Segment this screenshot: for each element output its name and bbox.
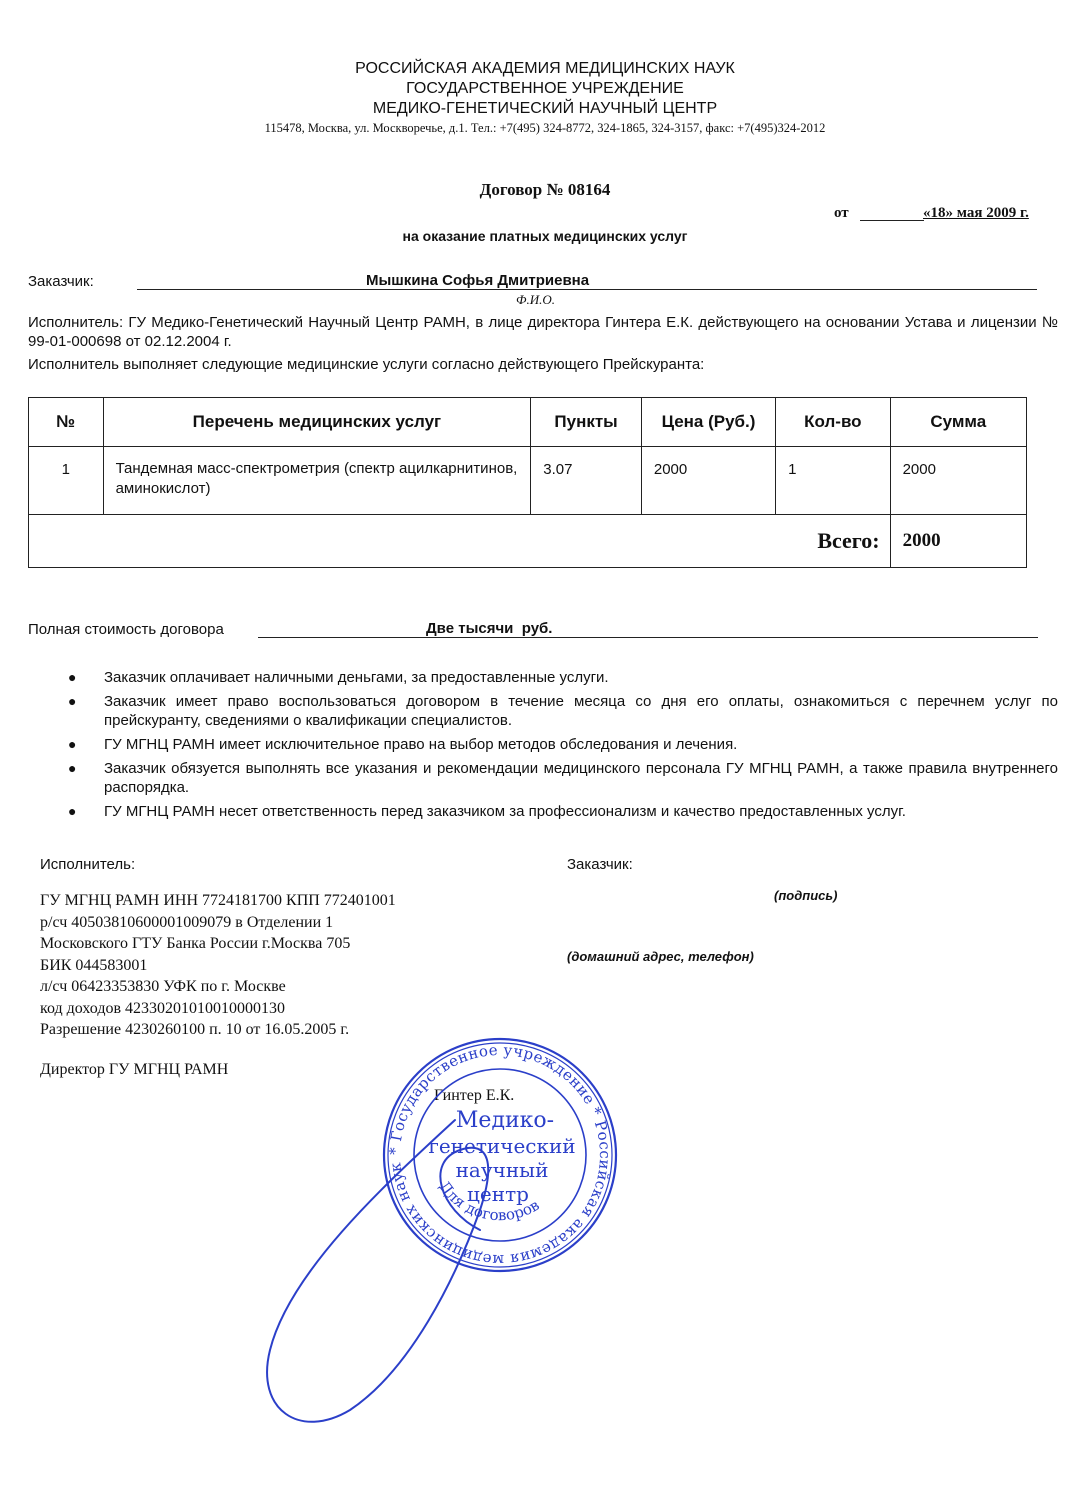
table-total-row: [29, 515, 1027, 568]
customer-sign-label: Заказчик:: [567, 856, 633, 873]
list-item: [28, 735, 1058, 754]
terms-list: [28, 668, 1058, 826]
contract-subtitle: на оказание платных медицинских услуг: [402, 228, 688, 244]
executor-line: р/сч 40503810600001009079 в Отделении 1: [40, 913, 334, 931]
contract-date: «18» мая 2009 г.: [923, 205, 1029, 221]
services-note: Исполнитель выполняет следующие медицинские услуги согласно действующего Прейскуранта:: [28, 356, 705, 373]
signature-caption: (подпись): [774, 888, 838, 903]
executor-line: Разрешение 4230260100 п. 10 от 16.05.2005 г.: [40, 1021, 350, 1038]
executor-intro: Исполнитель: ГУ Медико-Генетический Научный Центр РАМН, в лице директора Гинтера Е.К. действующего на основании Устава и лицензии № 99-01-000698 от 02.12.2004 г.: [28, 314, 1058, 350]
bullet-icon: ●: [68, 693, 77, 709]
cell-qty: 1: [776, 447, 890, 515]
stamp-center-line: генетический: [428, 1134, 576, 1158]
customer-name-caption: Ф.И.О.: [516, 292, 555, 307]
col-header-num: №: [29, 398, 104, 447]
address-caption: (домашний адрес, телефон): [567, 949, 754, 964]
org-address: 115478, Москва, ул. Москворечье, д.1. Тел.: +7(495) 324-8772, 324-1865, 324-3157, факс: +7(495)324-2012: [264, 121, 826, 135]
org-type: ГОСУДАРСТВЕННОЕ УЧРЕЖДЕНИЕ: [406, 80, 684, 97]
cell-points: 3.07: [531, 447, 642, 515]
stamp-center-line: научный: [455, 1158, 549, 1182]
col-header-sum: Сумма: [890, 398, 1026, 447]
director-label: Директор ГУ МГНЦ РАМН: [40, 1061, 229, 1078]
org-name: МЕДИКО-ГЕНЕТИЧЕСКИЙ НАУЧНЫЙ ЦЕНТР: [372, 100, 718, 117]
services-table: [28, 397, 1027, 568]
list-item: [28, 668, 1058, 687]
total-label: Всего:: [29, 515, 891, 568]
executor-line: код доходов 42330201010010000130: [40, 999, 286, 1017]
full-cost-line: [258, 637, 1038, 638]
stamp-ring-text: * Государственное учреждение * Российская академия медицинских наук: [385, 1040, 615, 1270]
contract-title: Договор № 08164: [479, 180, 611, 199]
cell-service: Тандемная масс-спектрометрия (спектр ацилкарнитинов, аминокислот): [103, 447, 531, 515]
bullet-icon: ●: [68, 803, 77, 819]
executor-line: л/сч 06423353830 УФК по г. Москве: [40, 978, 286, 995]
executor-line: Московского ГТУ Банка России г.Москва 705: [40, 935, 351, 952]
full-cost-label: Полная стоимость договора: [28, 621, 224, 638]
col-header-service: Перечень медицинских услуг: [103, 398, 531, 447]
table-header-row: [29, 398, 1027, 447]
org-academy: РОССИЙСКАЯ АКАДЕМИЯ МЕДИЦИНСКИХ НАУК: [355, 60, 735, 77]
full-cost-value: Две тысячи руб.: [426, 620, 553, 637]
list-item: [28, 759, 1058, 797]
cell-num: 1: [29, 447, 104, 515]
term-text: ГУ МГНЦ РАМН несет ответственность перед заказчиком за профессионализм и качество предоставленных услуг.: [104, 803, 906, 820]
term-text: Заказчик имеет право воспользоваться договором в течение месяца со дня его оплаты, ознакомиться с перечнем услуг по прейскуранту, сведениями о квалификации специалистов.: [104, 693, 1058, 729]
cell-price: 2000: [641, 447, 775, 515]
executor-line: БИК 044583001: [40, 956, 148, 974]
executor-label: Исполнитель:: [40, 856, 136, 873]
director-name: Гинтер Е.К.: [434, 1087, 515, 1104]
bullet-icon: ●: [68, 760, 77, 776]
term-text: ГУ МГНЦ РАМН имеет исключительное право на выбор методов обследования и лечения.: [104, 736, 738, 753]
stamp-center-line: центр: [467, 1182, 529, 1206]
term-text: Заказчик оплачивает наличными деньгами, за предоставленные услуги.: [104, 669, 609, 686]
col-header-price: Цена (Руб.): [641, 398, 775, 447]
list-item: [28, 692, 1058, 730]
cell-sum: 2000: [890, 447, 1026, 515]
date-prefix: от: [834, 205, 849, 221]
executor-line: ГУ МГНЦ РАМН ИНН 7724181700 КПП 772401001: [40, 892, 396, 909]
table-row: [29, 447, 1027, 515]
stamp-center-line: Медико-: [455, 1108, 555, 1133]
col-header-qty: Кол-во: [776, 398, 890, 447]
customer-label: Заказчик:: [28, 273, 94, 290]
bullet-icon: ●: [68, 736, 77, 752]
signature-scribble: [240, 1060, 600, 1440]
customer-name: Мышкина Софья Дмитриевна: [366, 272, 590, 289]
executor-details: [40, 890, 396, 1041]
date-blank-line: [860, 220, 924, 221]
list-item: [28, 802, 1058, 821]
term-text: Заказчик обязуется выполнять все указания и рекомендации медицинского персонала ГУ МГНЦ РАМН, а также правила внутреннего распорядка.: [104, 760, 1058, 796]
customer-name-line: [137, 289, 1037, 290]
stamp-bottom-text: Для договоров: [435, 1177, 543, 1225]
col-header-points: Пункты: [531, 398, 642, 447]
bullet-icon: ●: [68, 669, 77, 685]
total-value: 2000: [890, 515, 1026, 568]
